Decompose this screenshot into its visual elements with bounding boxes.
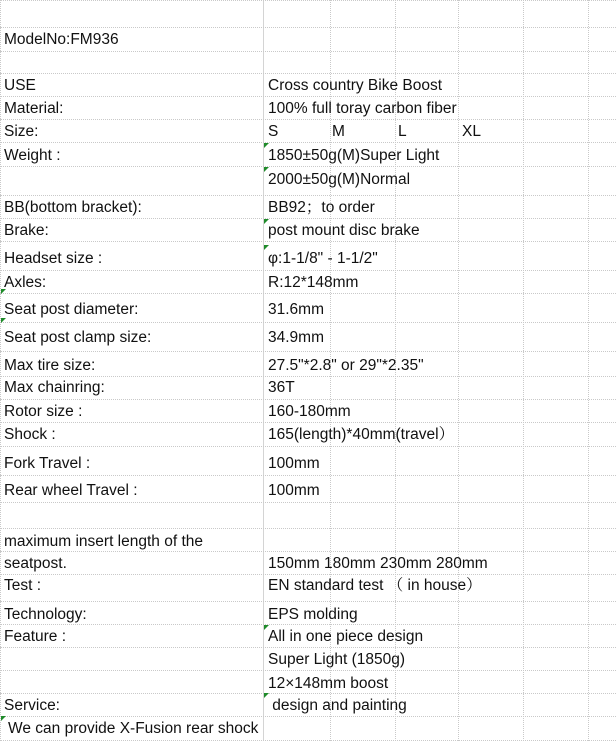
- grid-row-line: [0, 322, 616, 323]
- service-note-x-fusion[interactable]: We can provide X-Fusion rear shock: [8, 720, 259, 737]
- spec-value-headset[interactable]: φ:1-1/8" - 1-1/2": [268, 250, 378, 267]
- size-s-cell[interactable]: S: [268, 123, 279, 140]
- comment-marker-icon: [264, 693, 269, 698]
- spec-label-seat-post-diameter[interactable]: Seat post diameter:: [4, 301, 139, 318]
- spec-label-fork-travel[interactable]: Fork Travel :: [4, 455, 91, 472]
- grid-row-line: [0, 51, 616, 52]
- grid-row-line: [0, 574, 616, 575]
- spec-label-brake[interactable]: Brake:: [4, 222, 49, 239]
- spec-value-seat-post-clamp[interactable]: 34.9mm: [268, 329, 324, 346]
- spec-label-axles[interactable]: Axles:: [4, 274, 47, 291]
- grid-column-line: [0, 0, 1, 741]
- comment-marker-icon: [264, 219, 269, 224]
- spec-value-seat-post-diameter[interactable]: 31.6mm: [268, 301, 324, 318]
- spec-value-brake[interactable]: post mount disc brake: [268, 222, 420, 239]
- grid-row-line: [0, 422, 616, 423]
- comment-marker-icon: [1, 318, 6, 323]
- grid-row-line: [0, 293, 616, 294]
- spec-value-bb[interactable]: BB92；to order: [268, 199, 375, 216]
- grid-row-line: [0, 502, 616, 503]
- grid-row-line: [0, 693, 616, 694]
- spec-value-max-tire[interactable]: 27.5"*2.8" or 29"*2.35": [268, 357, 424, 374]
- spec-label-use[interactable]: USE: [4, 77, 36, 94]
- comment-marker-icon: [264, 245, 269, 250]
- grid-row-line: [0, 27, 616, 28]
- spec-value-feature-1[interactable]: All in one piece design: [268, 628, 424, 645]
- spec-value-test[interactable]: EN standard test （ in house）: [268, 577, 482, 594]
- grid-row-line: [0, 376, 616, 377]
- spec-value-fork-travel[interactable]: 100mm: [268, 455, 320, 472]
- spec-label-bb[interactable]: BB(bottom bracket):: [4, 199, 142, 216]
- grid-row-line: [0, 96, 616, 97]
- spec-value-rotor[interactable]: 160-180mm: [268, 403, 351, 420]
- grid-row-line: [0, 351, 616, 352]
- grid-row-line: [0, 551, 616, 552]
- spec-value-insert-length[interactable]: 150mm 180mm 230mm 280mm: [268, 555, 488, 572]
- grid-row-line: [0, 624, 616, 625]
- comment-marker-icon: [264, 167, 269, 172]
- grid-row-line: [0, 0, 616, 1]
- spec-value-service[interactable]: design and painting: [268, 697, 407, 714]
- comment-marker-icon: [1, 289, 6, 294]
- grid-row-line: [0, 716, 616, 717]
- spec-value-feature-2[interactable]: Super Light (1850g): [268, 651, 406, 668]
- spec-value-technology[interactable]: EPS molding: [268, 606, 358, 623]
- spec-label-max-chainring[interactable]: Max chainring:: [4, 379, 105, 396]
- comment-marker-icon: [1, 716, 6, 721]
- spec-label-material[interactable]: Material:: [4, 100, 64, 117]
- spec-value-shock[interactable]: 165(length)*40mm(travel）: [268, 426, 455, 443]
- grid-row-line: [0, 399, 616, 400]
- spec-label-insert-length-line1[interactable]: maximum insert length of the: [4, 533, 204, 550]
- spec-label-technology[interactable]: Technology:: [4, 606, 87, 623]
- grid-row-line: [0, 647, 616, 648]
- spec-label-service[interactable]: Service:: [4, 697, 60, 714]
- grid-row-line: [0, 195, 616, 196]
- spec-label-rotor[interactable]: Rotor size :: [4, 403, 83, 420]
- spec-value-max-chainring[interactable]: 36T: [268, 379, 295, 396]
- comment-marker-icon: [264, 143, 269, 148]
- grid-column-line: [458, 0, 459, 741]
- grid-row-line: [0, 446, 616, 447]
- spec-label-shock[interactable]: Shock :: [4, 426, 56, 443]
- grid-row-line: [0, 166, 616, 167]
- spec-label-size[interactable]: Size:: [4, 123, 39, 140]
- spec-value-weight-super-light[interactable]: 1850±50g(M)Super Light: [268, 147, 440, 164]
- grid-column-line: [588, 0, 589, 741]
- grid-row-line: [0, 218, 616, 219]
- grid-row-line: [0, 528, 616, 529]
- grid-row-line: [0, 241, 616, 242]
- spec-label-rear-wheel-travel[interactable]: Rear wheel Travel :: [4, 482, 138, 499]
- spec-label-max-tire[interactable]: Max tire size:: [4, 357, 96, 374]
- model-number-title[interactable]: ModelNo:FM936: [4, 31, 119, 48]
- grid-row-line: [0, 601, 616, 602]
- comment-marker-icon: [264, 625, 269, 630]
- spec-label-feature[interactable]: Feature :: [4, 628, 67, 645]
- grid-row-line: [0, 142, 616, 143]
- size-l-cell[interactable]: L: [398, 123, 407, 140]
- size-m-cell[interactable]: M: [332, 123, 345, 140]
- grid-row-line: [0, 670, 616, 671]
- spec-label-insert-length-line2[interactable]: seatpost.: [4, 555, 67, 572]
- spec-value-material[interactable]: 100% full toray carbon fiber: [268, 100, 457, 117]
- spec-label-headset[interactable]: Headset size :: [4, 250, 103, 267]
- spec-label-seat-post-clamp[interactable]: Seat post clamp size:: [4, 329, 152, 346]
- grid-row-line: [0, 475, 616, 476]
- size-xl-cell[interactable]: XL: [462, 123, 481, 140]
- grid-column-line: [523, 0, 524, 741]
- spec-value-feature-3[interactable]: 12×148mm boost: [268, 675, 389, 692]
- spec-value-axles[interactable]: R:12*148mm: [268, 274, 359, 291]
- spec-value-weight-normal[interactable]: 2000±50g(M)Normal: [268, 171, 411, 188]
- spec-label-test[interactable]: Test :: [4, 577, 42, 594]
- spec-value-use[interactable]: Cross country Bike Boost: [268, 77, 443, 94]
- spec-label-weight[interactable]: Weight :: [4, 147, 61, 164]
- grid-row-line: [0, 119, 616, 120]
- grid-row-line: [0, 73, 616, 74]
- grid-row-line: [0, 270, 616, 271]
- spec-value-rear-wheel-travel[interactable]: 100mm: [268, 482, 320, 499]
